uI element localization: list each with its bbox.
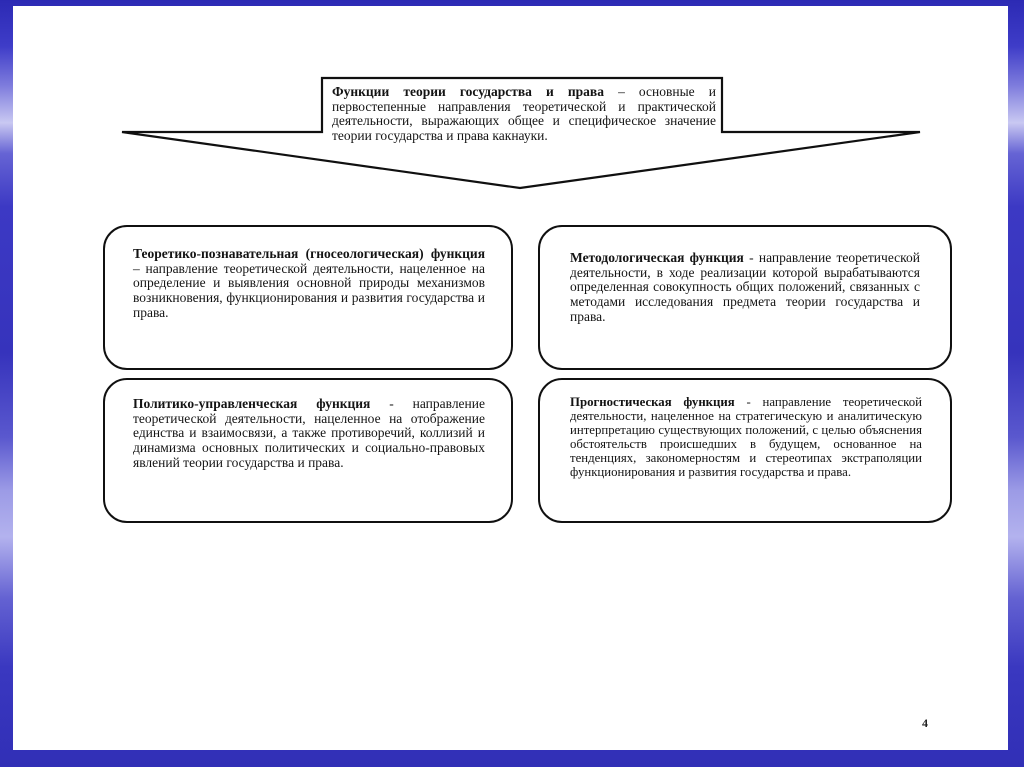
function-box-text [570, 395, 922, 479]
callout-title-rest: – основные и первостепенные направления теоретической и практической деятельности, выражающих общее и специфическое значение теории государства и права какнауки. [332, 84, 716, 144]
function-box-body: – направление теоретической деятельности, нацеленное на определение и выявления основной природы механизмов возникновения, функционирования и развития государства и права. [133, 260, 485, 320]
function-box-heading: Методологическая функция [570, 250, 744, 265]
function-box-body: - направление теоретической деятельности, в ходе реализации которой вырабатываются определенная совокупность общих положений, связанных с методами исследования предмета теории государства и права. [570, 250, 920, 324]
function-box-body: - направление теоретической деятельности, нацеленное на отображение единства и взаимосвязи, а также противоречий, коллизий и динамизма основных политических и социально-правовых явлений теории государства и права. [133, 396, 485, 470]
callout-title-bold: Функции теории государства и права [332, 84, 604, 99]
function-box-heading: Политико-управленческая функция [133, 396, 371, 411]
callout-title-textbox [332, 85, 716, 144]
function-box-heading: Теоретико-познавательная (гносеологическая) функция [133, 246, 485, 261]
callout-title-paragraph [332, 85, 716, 144]
function-box-heading: Прогностическая функция [570, 395, 735, 409]
function-box-body: - направление теоретической деятельности, нацеленное на стратегическую и аналитическую интерпретацию существующих положений, с целью объяснения обстоятельств происшедших в будущем, основанное на тенденциях, закономерностям и стереотипах экстраполяции функционирования и развития государства и права. [570, 395, 922, 479]
function-box-text [133, 397, 485, 471]
function-box-text [133, 247, 485, 321]
page-number: 4 [922, 716, 928, 730]
function-box-prognostic [538, 378, 952, 523]
function-box-methodological [538, 225, 952, 370]
function-box-political [103, 378, 513, 523]
slide-page [13, 6, 1008, 750]
function-box-theoretical [103, 225, 513, 370]
function-box-text [570, 251, 920, 325]
